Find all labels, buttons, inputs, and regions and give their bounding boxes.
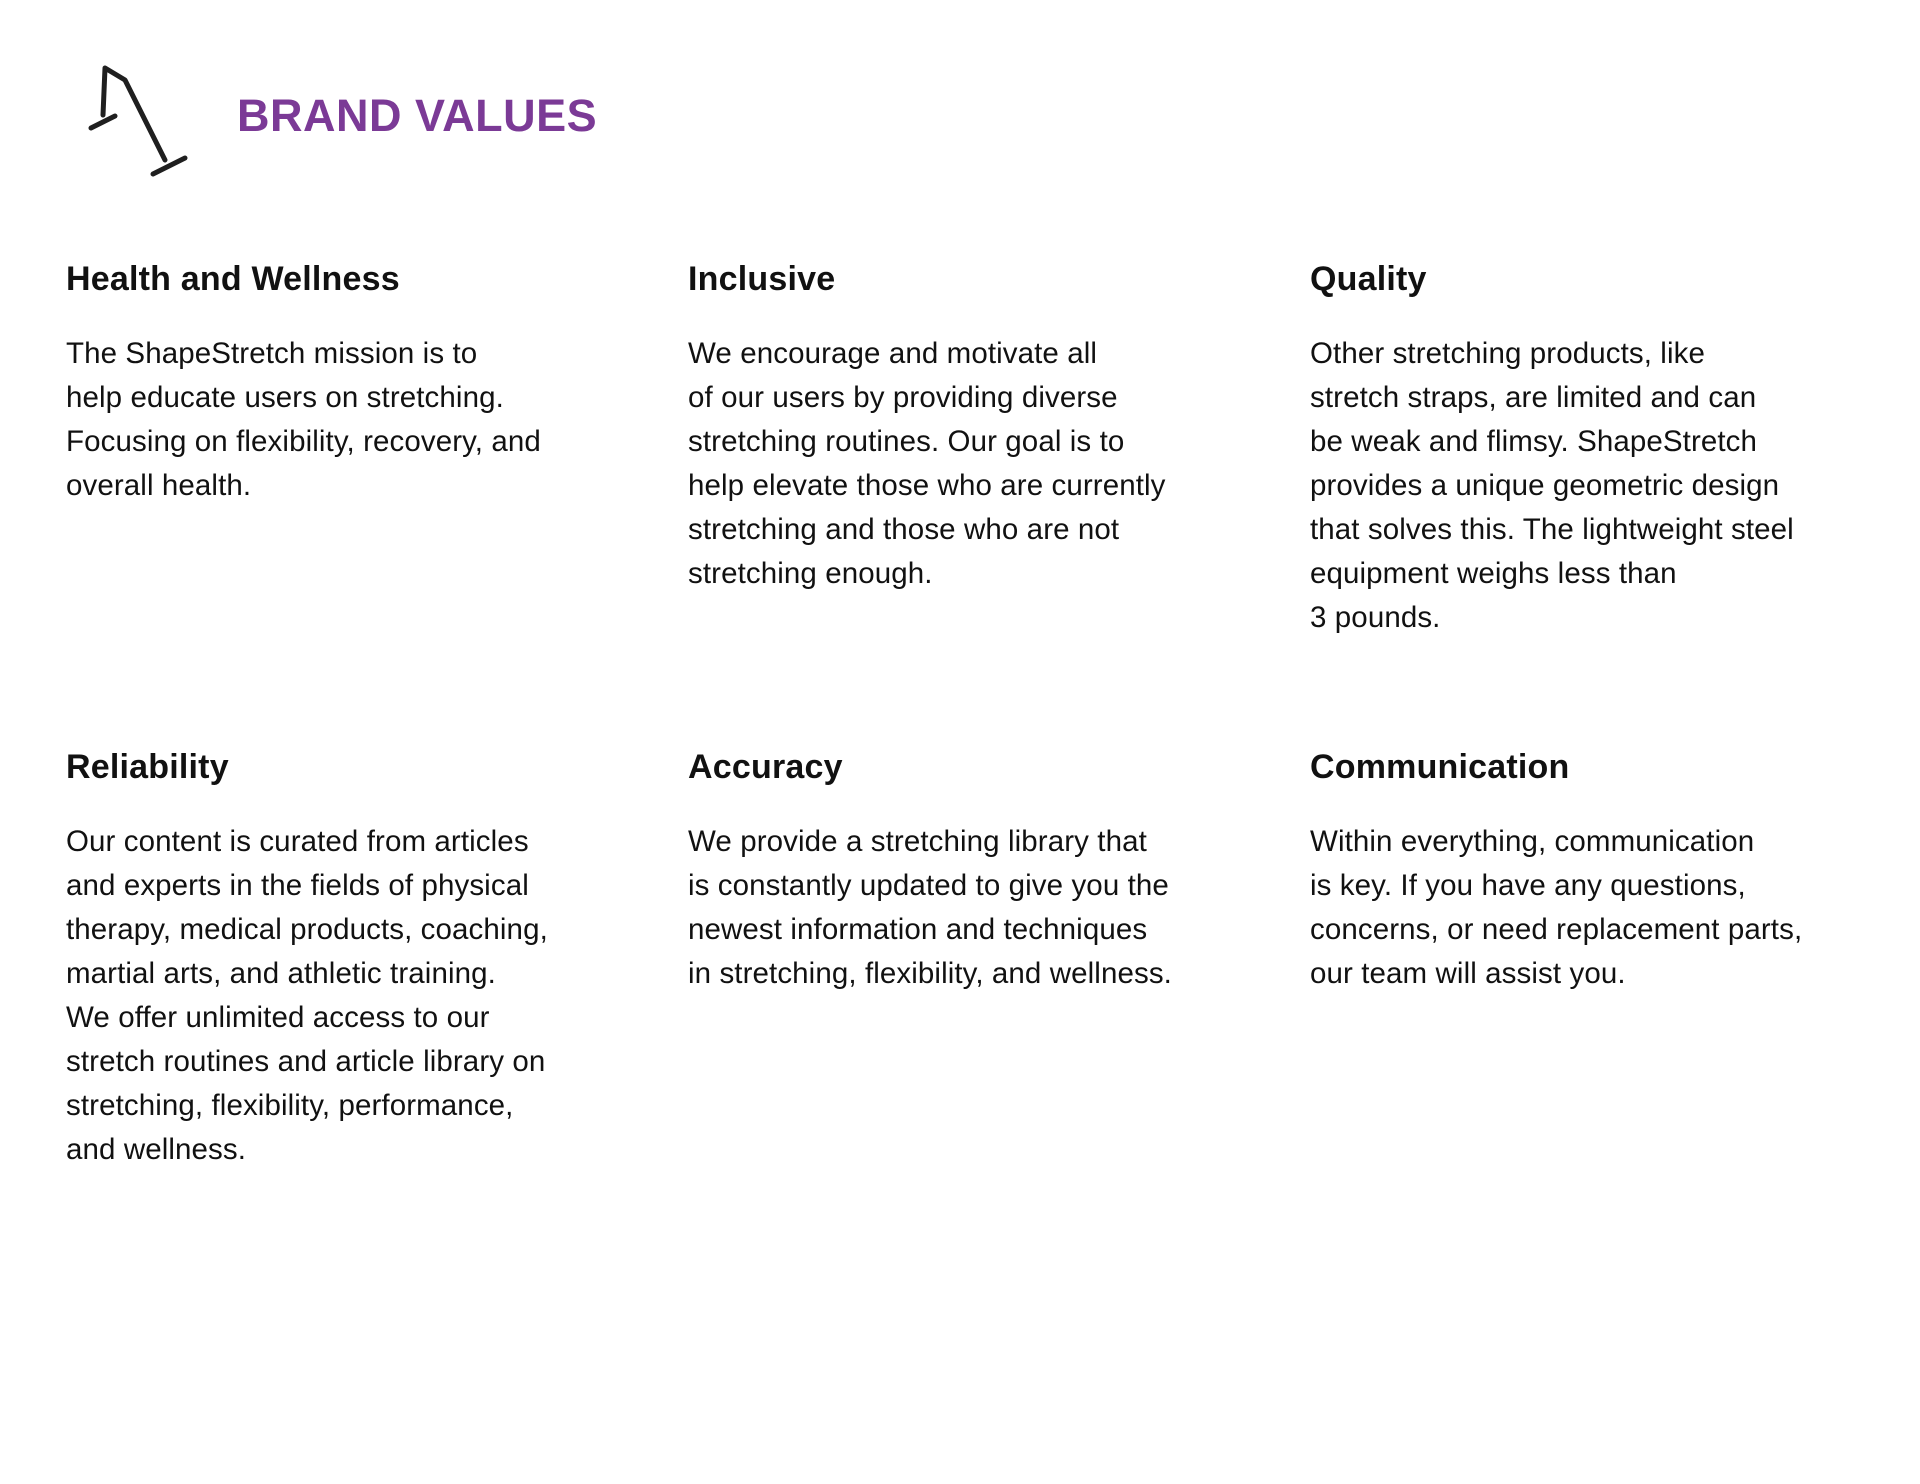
value-description: We encourage and motivate all of our users by providing diverse stretching routines. Our goal is to help elevate those who are currently stretching and those who are not stretching enough. [688,337,1166,590]
value-title: Accuracy [688,748,843,786]
value-card-health-and-wellness [66,254,688,742]
value-title: Inclusive [688,260,836,298]
value-title: Reliability [66,748,229,786]
value-description: The ShapeStretch mission is to help educate users on stretching. Focusing on flexibility, recovery, and overall health. [66,337,541,502]
value-description: We provide a stretching library that is constantly updated to give you the newest information and techniques in stretching, flexibility, and wellness. [688,825,1172,990]
value-title: Quality [1310,260,1427,298]
value-description: Other stretching products, like stretch straps, are limited and can be weak and flimsy. ShapeStretch provides a unique geometric design that solves this. The lightweight steel equipment weighs less than 3 pounds. [1310,337,1794,634]
value-description: Within everything, communication is key. If you have any questions, concerns, or need replacement parts, our team will assist you. [1310,825,1803,990]
page-title: BRAND VALUES [237,90,598,141]
value-description: Our content is curated from articles and experts in the fields of physical therapy, medical products, coaching, martial arts, and athletic training. We offer unlimited access to our stretch routines and article library on stretching, flexibility, performance, and wellness. [66,825,548,1166]
value-card-communication [1310,742,1886,1202]
shapestretch-logo-icon [85,62,205,182]
value-card-reliability [66,742,688,1202]
page-header [85,62,205,182]
brand-values-grid [66,254,1886,1202]
value-title: Communication [1310,748,1570,786]
value-card-inclusive [688,254,1310,742]
value-title: Health and Wellness [66,260,400,298]
value-card-accuracy [688,742,1310,1202]
value-card-quality [1310,254,1886,742]
